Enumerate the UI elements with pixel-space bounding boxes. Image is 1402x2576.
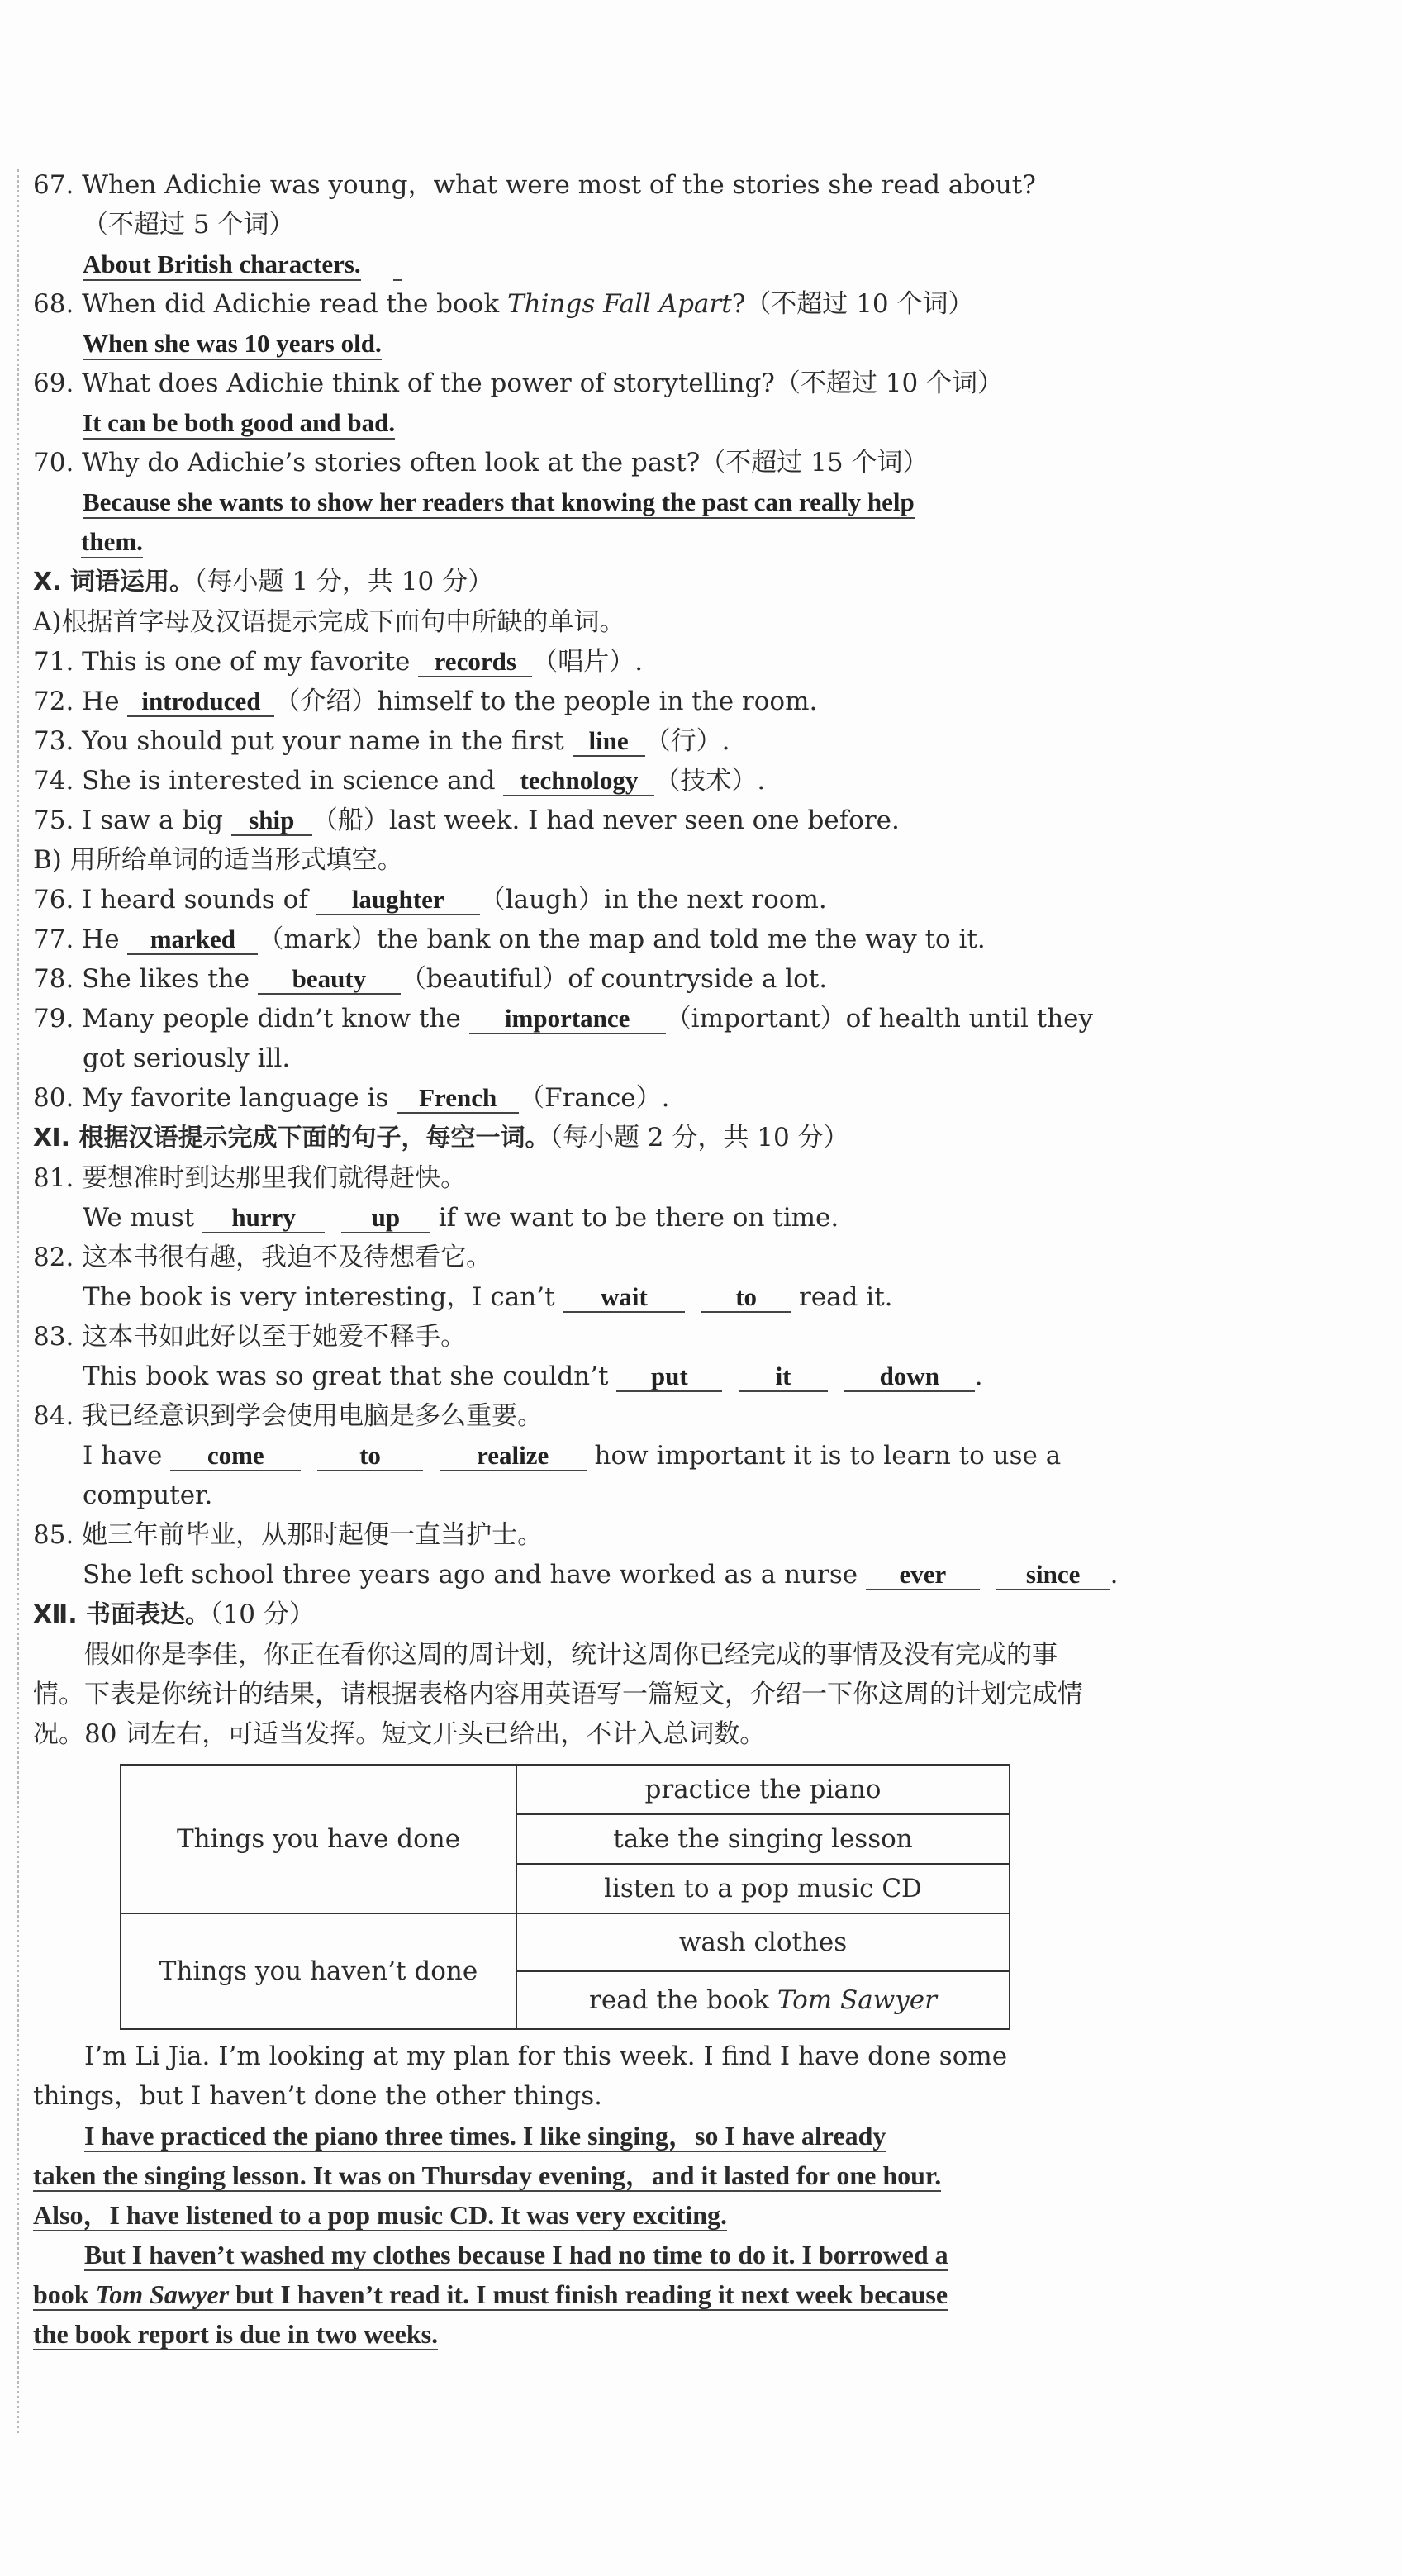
question-83-chinese: 83. 这本书如此好以至于她爱不释手。 [33, 1322, 467, 1352]
question-80: 80. My favorite language is French （France）. [33, 1083, 670, 1113]
answer-75: ship [231, 806, 312, 836]
answer-71: records [418, 648, 532, 677]
essay-opening: I’m Li Jia. I’m looking at my plan for this week. I find I have done some things，but I haven’t done the other things. [33, 2041, 1008, 2111]
answer-84-3: realize [440, 1442, 587, 1471]
answer-70-line1: Because she wants to show her readers that knowing the past can really help [83, 487, 915, 519]
answer-73: line [573, 727, 645, 757]
answer-74: technology [503, 767, 654, 796]
question-74: 74. She is interested in science and technology （技术）. [33, 766, 766, 796]
question-75: 75. I saw a big ship （船）last week. I had never seen one before. [33, 806, 900, 835]
question-70: 70. Why do Adichie’s stories often look at the past?（不超过 15 个词） [33, 448, 929, 478]
answer-83-3: down [844, 1362, 975, 1392]
question-83: This book was so great that she couldn’t put it down . [83, 1362, 983, 1391]
answer-85-2: since [996, 1561, 1110, 1590]
question-81-chinese: 81. 要想准时到达那里我们就得赶快。 [33, 1163, 467, 1193]
question-67: 67. When Adichie was young，what were most of the stories she read about? [33, 170, 1036, 200]
question-82-chinese: 82. 这本书很有趣，我迫不及待想看它。 [33, 1243, 492, 1272]
question-79: 79. Many people didn’t know the importance （important）of health until they [33, 1004, 1094, 1034]
question-73: 73. You should put your name in the first line （行）. [33, 726, 730, 756]
answer-82-1: wait [563, 1283, 685, 1313]
answer-80: French [397, 1084, 519, 1114]
question-76: 76. I heard sounds of laughter （laugh）in the next room. [33, 885, 827, 915]
section-12-heading: Ⅻ. 书面表达。 [33, 1600, 211, 1629]
question-82: The book is very interesting，I can’t wait to read it. [83, 1282, 893, 1312]
binding-margin-dots [17, 169, 19, 2433]
answer-84-2: to [317, 1442, 423, 1471]
answer-67: About British characters. [83, 250, 361, 281]
essay-answer: I have practiced the piano three times. I like singing，so I have already taken the singing lesson. It was on Thursday evening，and it lasted for one hour. Also，I have listened to a pop music CD. It was very exciting. But I haven’t washed my clothes because I had no time to do it. I borrowed a book Tom Sawyer but I haven’t read it. I must finish reading it next week because the book report is due in two weeks. [33, 2121, 948, 2349]
done-item: take the singing lesson [516, 1814, 1010, 1864]
answer-82-2: to [701, 1283, 791, 1313]
answer-77: marked [127, 925, 258, 955]
question-67-note: （不超过 5 个词） [83, 210, 295, 240]
answer-72: introduced [127, 687, 274, 717]
section-11-heading: Ⅺ. 根据汉语提示完成下面的句子，每空一词。 [33, 1124, 550, 1153]
section-10-heading: Ⅹ. 词语运用。 [33, 568, 194, 596]
not-done-item: wash clothes [516, 1913, 1010, 1971]
answer-70-line2: them. [81, 527, 143, 558]
book-title: Things Fall Apart [506, 289, 732, 319]
answer-79: importance [469, 1005, 666, 1034]
answer-85-1: ever [866, 1561, 980, 1590]
done-label: Things you have done [121, 1765, 516, 1913]
question-81: We must hurry up if we want to be there on time. [83, 1203, 839, 1233]
answer-81-2: up [341, 1204, 430, 1233]
question-68: 68. When did Adichie read the book Things Fall Apart?（不超过 10 个词） [33, 289, 974, 319]
not-done-item: read the book Tom Sawyer [516, 1971, 1010, 2029]
done-item: listen to a pop music CD [516, 1864, 1010, 1913]
question-84: I have come to realize how important it is to learn to use a [83, 1441, 1062, 1471]
worksheet-page: 67. When Adichie was young，what were most of the stories she read about? （不超过 5 个词） About British characters. 68. When did Adichie read the book Things Fall Apart?（不超过 10 个词） When she was 10 years old. 69. What does Adichie think of the power of storytelling?（不超过 10 个词） It can be both good and bad. 70. Why do Adichie’s stories often look at the past?（不超过 15 个词） Because she wants to show her readers that knowing the past can really help them. Ⅹ. 词语运用。（每小题 1 分，共 10 分） A)根据首字母及汉语提示完成下面句中所缺的单词。 71. This is one of my favorite records （唱片）. 72. He introduced （介绍）himself to the people in the room. 73. You should put your name in the first line （行）. 74. She is interested in science and technology （技术）. 75. I saw a big ship （船）last week. I had never seen one before. B) 用所给单词的适当形式填空。 76. I heard sounds of laughter （laugh）in the next room. 77. He marked （mark）the bank on the map and told me the way to it. 78. She likes the beauty （beautiful）of countryside a lot. 79. Many people didn’t know the importance （important）of health until they got seriously ill. 80. My favorite language is French （France）. Ⅺ. 根据汉语提示完成下面的句子，每空一词。（每小题 2 分，共 10 分） 81. 要想准时到达那里我们就得赶快。 We must hurry up if we want to be there on time. 82. 这本书很有趣，我迫不及待想看它。 The book is very interesting，I can’t wait to read it. 83. 这本书如此好以至于她爱不释手。 This book was so great that she couldn’t put it down . 84. 我已经意识到学会使用电脑是多么重要。 I have come to realize how important it is to learn to use a computer. 85. 她三年前毕业，从那时起便一直当护士。 She left school three years ago and have worked as a nurse ever since . Ⅻ. 书面表达。（10 分） 假如你是李佳，你正在看你这周的周计划，统计这周你已经完成的事情及没有完成的事情。下表是你统计的结果，请根据表格内容用英语写一篇短文，介绍一下你这周的计划完成情况。80 词左右，可适当发挥。短文开头已给出，不计入总词数。 Things you have done practice the piano take the singing lesson listen to a pop music CD Things you haven’t done wash clothes read the book Tom Sawyer I’m Li Jia. I’m looking at my plan for this week. I find I have done some things，but I haven’t done the other things. I have practiced the piano three times. I like singing，so I have already taken the singing lesson. It was on Thursday evening，and it lasted for one hour. Also，I have listened to a pop music CD. It was very exciting. But I haven’t washed my clothes because I had no time to do it. I borrowed a book Tom Sawyer but I haven’t read it. I must finish reading it next week because the book report is due in two weeks. [33, 165, 1099, 2354]
answer-78: beauty [258, 965, 401, 995]
answer-84-1: come [170, 1442, 301, 1471]
question-71: 71. This is one of my favorite records （唱片）. [33, 647, 644, 677]
answer-83-1: put [616, 1362, 722, 1392]
question-69: 69. What does Adichie think of the power of storytelling?（不超过 10 个词） [33, 368, 1004, 398]
writing-prompt: 假如你是李佳，你正在看你这周的周计划，统计这周你已经完成的事情及没有完成的事情。下表是你统计的结果，请根据表格内容用英语写一篇短文，介绍一下你这周的计划完成情况。80 词左右，可适当发挥。短文开头已给出，不计入总词数。 [33, 1640, 1083, 1749]
answer-69: It can be both good and bad. [83, 408, 395, 440]
plan-table [120, 1764, 1010, 2030]
section-10a-instruction: A)根据首字母及汉语提示完成下面句中所缺的单词。 [33, 607, 625, 637]
answer-68: When she was 10 years old. [83, 329, 382, 360]
question-78: 78. She likes the beauty （beautiful）of countryside a lot. [33, 964, 828, 994]
not-done-label: Things you haven’t done [121, 1913, 516, 2029]
section-10b-instruction: B) 用所给单词的适当形式填空。 [33, 845, 403, 875]
question-85-chinese: 85. 她三年前毕业，从那时起便一直当护士。 [33, 1520, 544, 1550]
answer-83-2: it [739, 1362, 828, 1392]
question-84-chinese: 84. 我已经意识到学会使用电脑是多么重要。 [33, 1401, 544, 1431]
answer-76: laughter [316, 886, 480, 915]
question-77: 77. He marked （mark）the bank on the map and told me the way to it. [33, 924, 986, 954]
question-85: She left school three years ago and have worked as a nurse ever since . [83, 1560, 1119, 1590]
question-72: 72. He introduced （介绍）himself to the people in the room. [33, 687, 818, 716]
done-item: practice the piano [516, 1765, 1010, 1814]
answer-81-1: hurry [202, 1204, 325, 1233]
